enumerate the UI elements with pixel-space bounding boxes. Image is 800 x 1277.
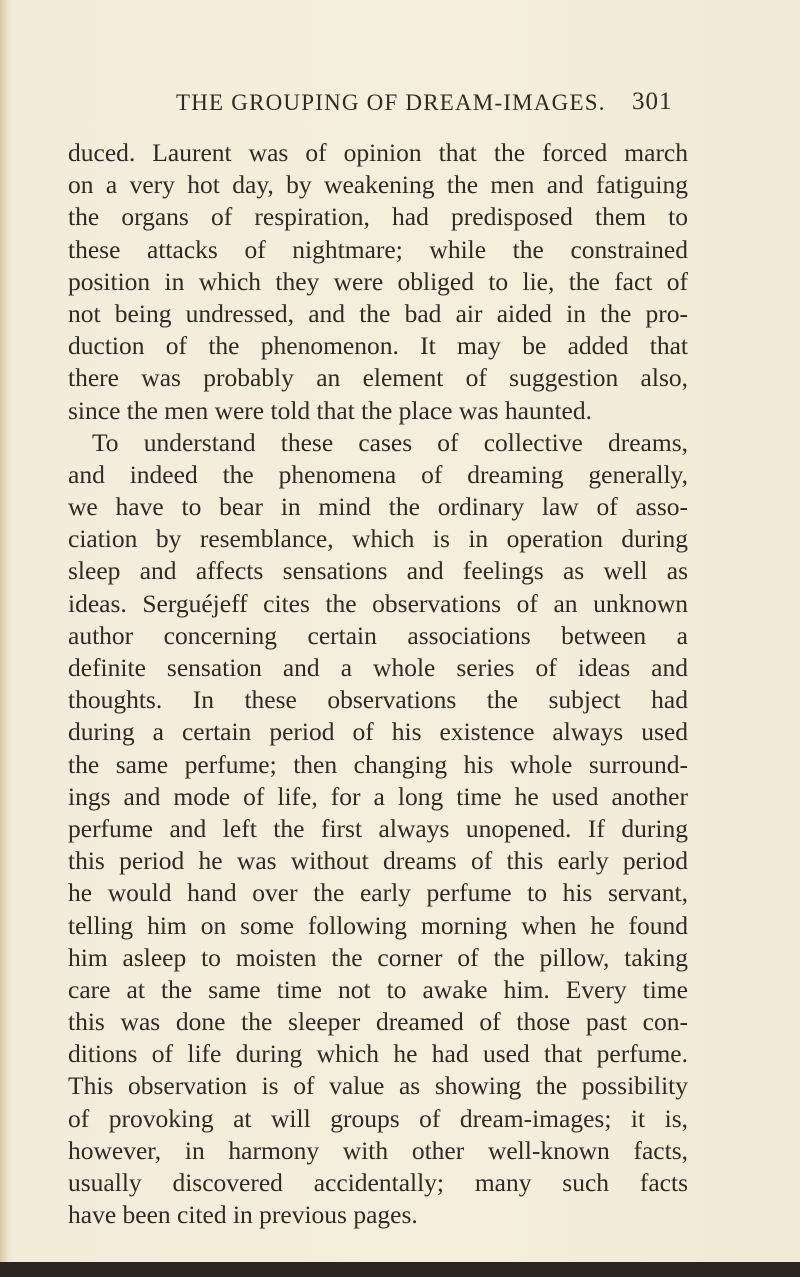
binding-edge: [0, 0, 8, 1277]
text-line: perfume and left the first always unopened. If during: [68, 813, 688, 843]
body-text: [68, 137, 688, 1231]
page-number: 301: [632, 88, 673, 115]
text-line: however, in harmony with other well-known facts,: [68, 1135, 688, 1165]
running-title: THE GROUPING OF DREAM-IMAGES.: [176, 90, 606, 115]
text-line: telling him on some following morning when he found: [68, 910, 688, 940]
text-line: To understand these cases of collective dreams,: [92, 427, 688, 457]
text-line: the same perfume; then changing his whole surround-: [68, 749, 688, 779]
text-line: have been cited in previous pages.: [68, 1200, 418, 1230]
text-line: usually discovered accidentally; many such facts: [68, 1168, 688, 1197]
text-line: the organs of respiration, had predisposed them to: [68, 202, 688, 232]
text-line: these attacks of nightmare; while the constrained: [68, 234, 688, 264]
text-line: and indeed the phenomena of dreaming generally,: [68, 459, 688, 489]
text-line: position in which they were obliged to lie, the fact of: [68, 266, 688, 296]
text-line: author concerning certain associations between a: [68, 620, 688, 650]
text-line: we have to bear in mind the ordinary law of asso-: [68, 492, 688, 522]
text-line: during a certain period of his existence always used: [68, 717, 688, 747]
text-line: duced. Laurent was of opinion that the forced march: [68, 138, 688, 167]
text-line: care at the same time not to awake him. Every time: [68, 974, 688, 1004]
text-line: ditions of life during which he had used that perfume.: [68, 1039, 688, 1069]
text-line: since the men were told that the place was haunted.: [68, 395, 592, 425]
text-line: of provoking at will groups of dream-images; it is,: [68, 1103, 688, 1133]
text-line: this period he was without dreams of this early period: [68, 846, 688, 876]
text-line: thoughts. In these observations the subject had: [68, 685, 688, 715]
text-line: duction of the phenomenon. It may be added that: [68, 331, 688, 361]
text-line: sleep and affects sensations and feelings as well as: [68, 556, 688, 586]
running-head: [0, 78, 800, 118]
text-line: on a very hot day, by weakening the men and fatiguing: [68, 170, 688, 200]
text-line: ciation by resemblance, which is in operation during: [68, 524, 688, 554]
text-line: ings and mode of life, for a long time he used another: [68, 781, 688, 811]
text-line: he would hand over the early perfume to his servant,: [68, 878, 688, 908]
text-line: him asleep to moisten the corner of the pillow, taking: [68, 942, 688, 972]
text-line: definite sensation and a whole series of ideas and: [68, 653, 688, 682]
bottom-edge-band: [0, 1262, 800, 1277]
text-line: not being undressed, and the bad air aided in the pro-: [68, 298, 688, 328]
text-line: this was done the sleeper dreamed of those past con-: [68, 1007, 688, 1037]
text-line: This observation is of value as showing the possibility: [68, 1071, 688, 1101]
text-line: there was probably an element of suggestion also,: [68, 363, 688, 393]
text-line: ideas. Serguéjeff cites the observations of an unknown: [68, 588, 688, 618]
